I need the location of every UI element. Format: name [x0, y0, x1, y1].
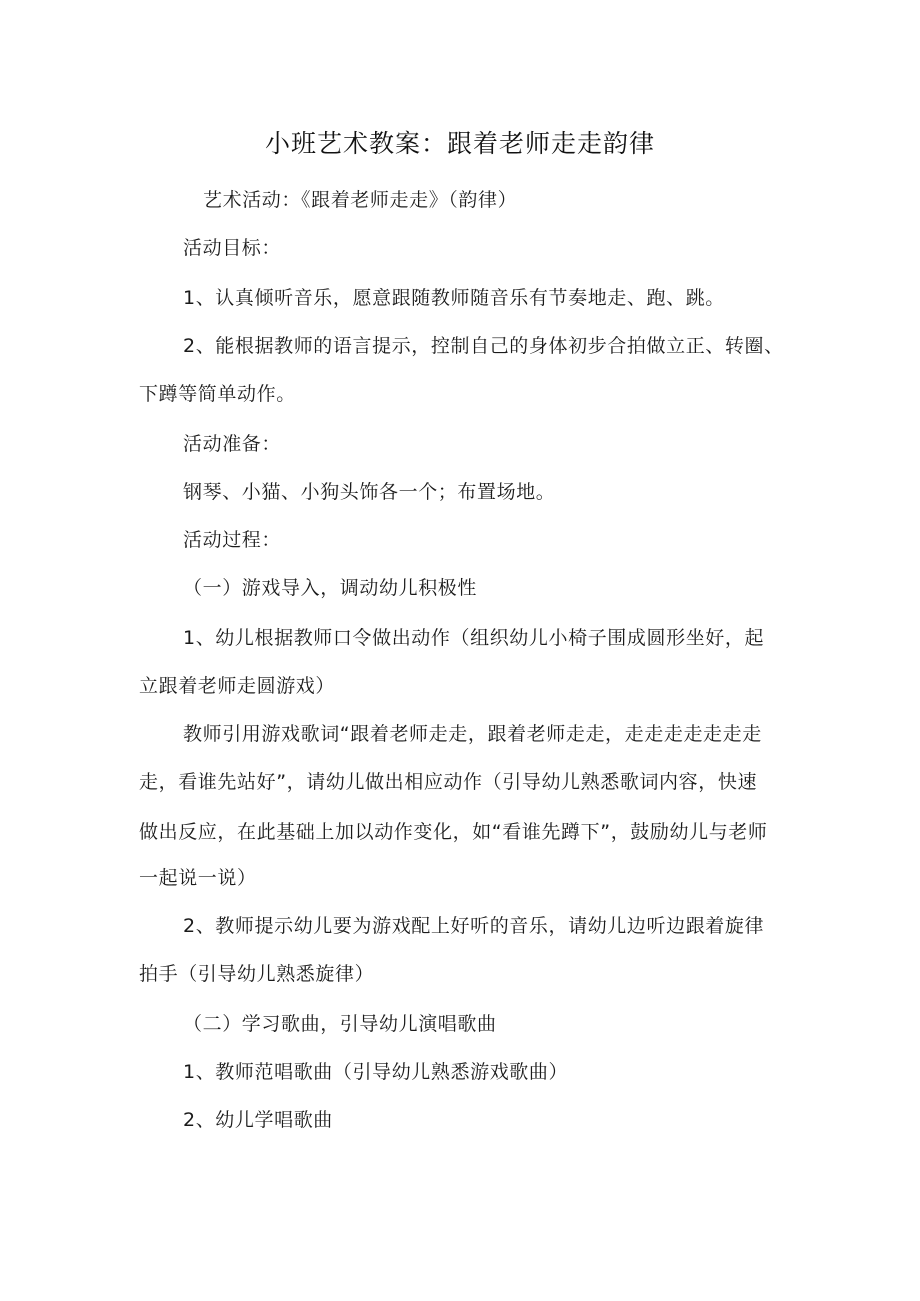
process-heading: 活动过程：	[183, 529, 282, 551]
prep-heading: 活动准备：	[183, 433, 282, 455]
section-2-heading: （二）学习歌曲，引导幼儿演唱歌曲	[183, 1013, 497, 1035]
goal-2-line-2: 下蹲等简单动作。	[139, 383, 296, 405]
document-title: 小班艺术教案：跟着老师走走韵律	[264, 129, 655, 158]
teacher-para-line-2: 走，看谁先站好”，请幼儿做出相应动作（引导幼儿熟悉歌词内容，快速	[139, 771, 758, 793]
prep-text: 钢琴、小猫、小狗头饰各一个；布置场地。	[183, 481, 556, 503]
step-2-line-1: 2、教师提示幼儿要为游戏配上好听的音乐，请幼儿边听边跟着旋律	[183, 915, 765, 937]
step-1-line-1: 1、幼儿根据教师口令做出动作（组织幼儿小椅子围成圆形坐好，起	[183, 627, 765, 649]
section-1-heading: （一）游戏导入，调动幼儿积极性	[183, 577, 478, 599]
goal-2-line-1: 2、能根据教师的语言提示，控制自己的身体初步合拍做立正、转圈、	[183, 335, 784, 357]
teacher-para-line-4: 一起说一说）	[139, 867, 257, 889]
goals-heading: 活动目标：	[183, 237, 282, 259]
step-1-line-2: 立跟着老师走圆游戏）	[139, 675, 336, 697]
step-2-line-2: 拍手（引导幼儿熟悉旋律）	[139, 963, 375, 985]
activity-subtitle: 艺术活动：《跟着老师走走》（韵律）	[203, 189, 518, 211]
goal-1: 1、认真倾听音乐，愿意跟随教师随音乐有节奏地走、跑、跳。	[183, 287, 725, 309]
teacher-para-line-3: 做出反应，在此基础上加以动作变化，如“看谁先蹲下”，鼓励幼儿与老师	[139, 821, 768, 843]
song-step-2: 2、幼儿学唱歌曲	[183, 1109, 333, 1131]
teacher-para-line-1: 教师引用游戏歌词“跟着老师走走，跟着老师走走，走走走走走走走	[183, 723, 762, 745]
song-step-1: 1、教师范唱歌曲（引导幼儿熟悉游戏歌曲）	[183, 1061, 569, 1083]
